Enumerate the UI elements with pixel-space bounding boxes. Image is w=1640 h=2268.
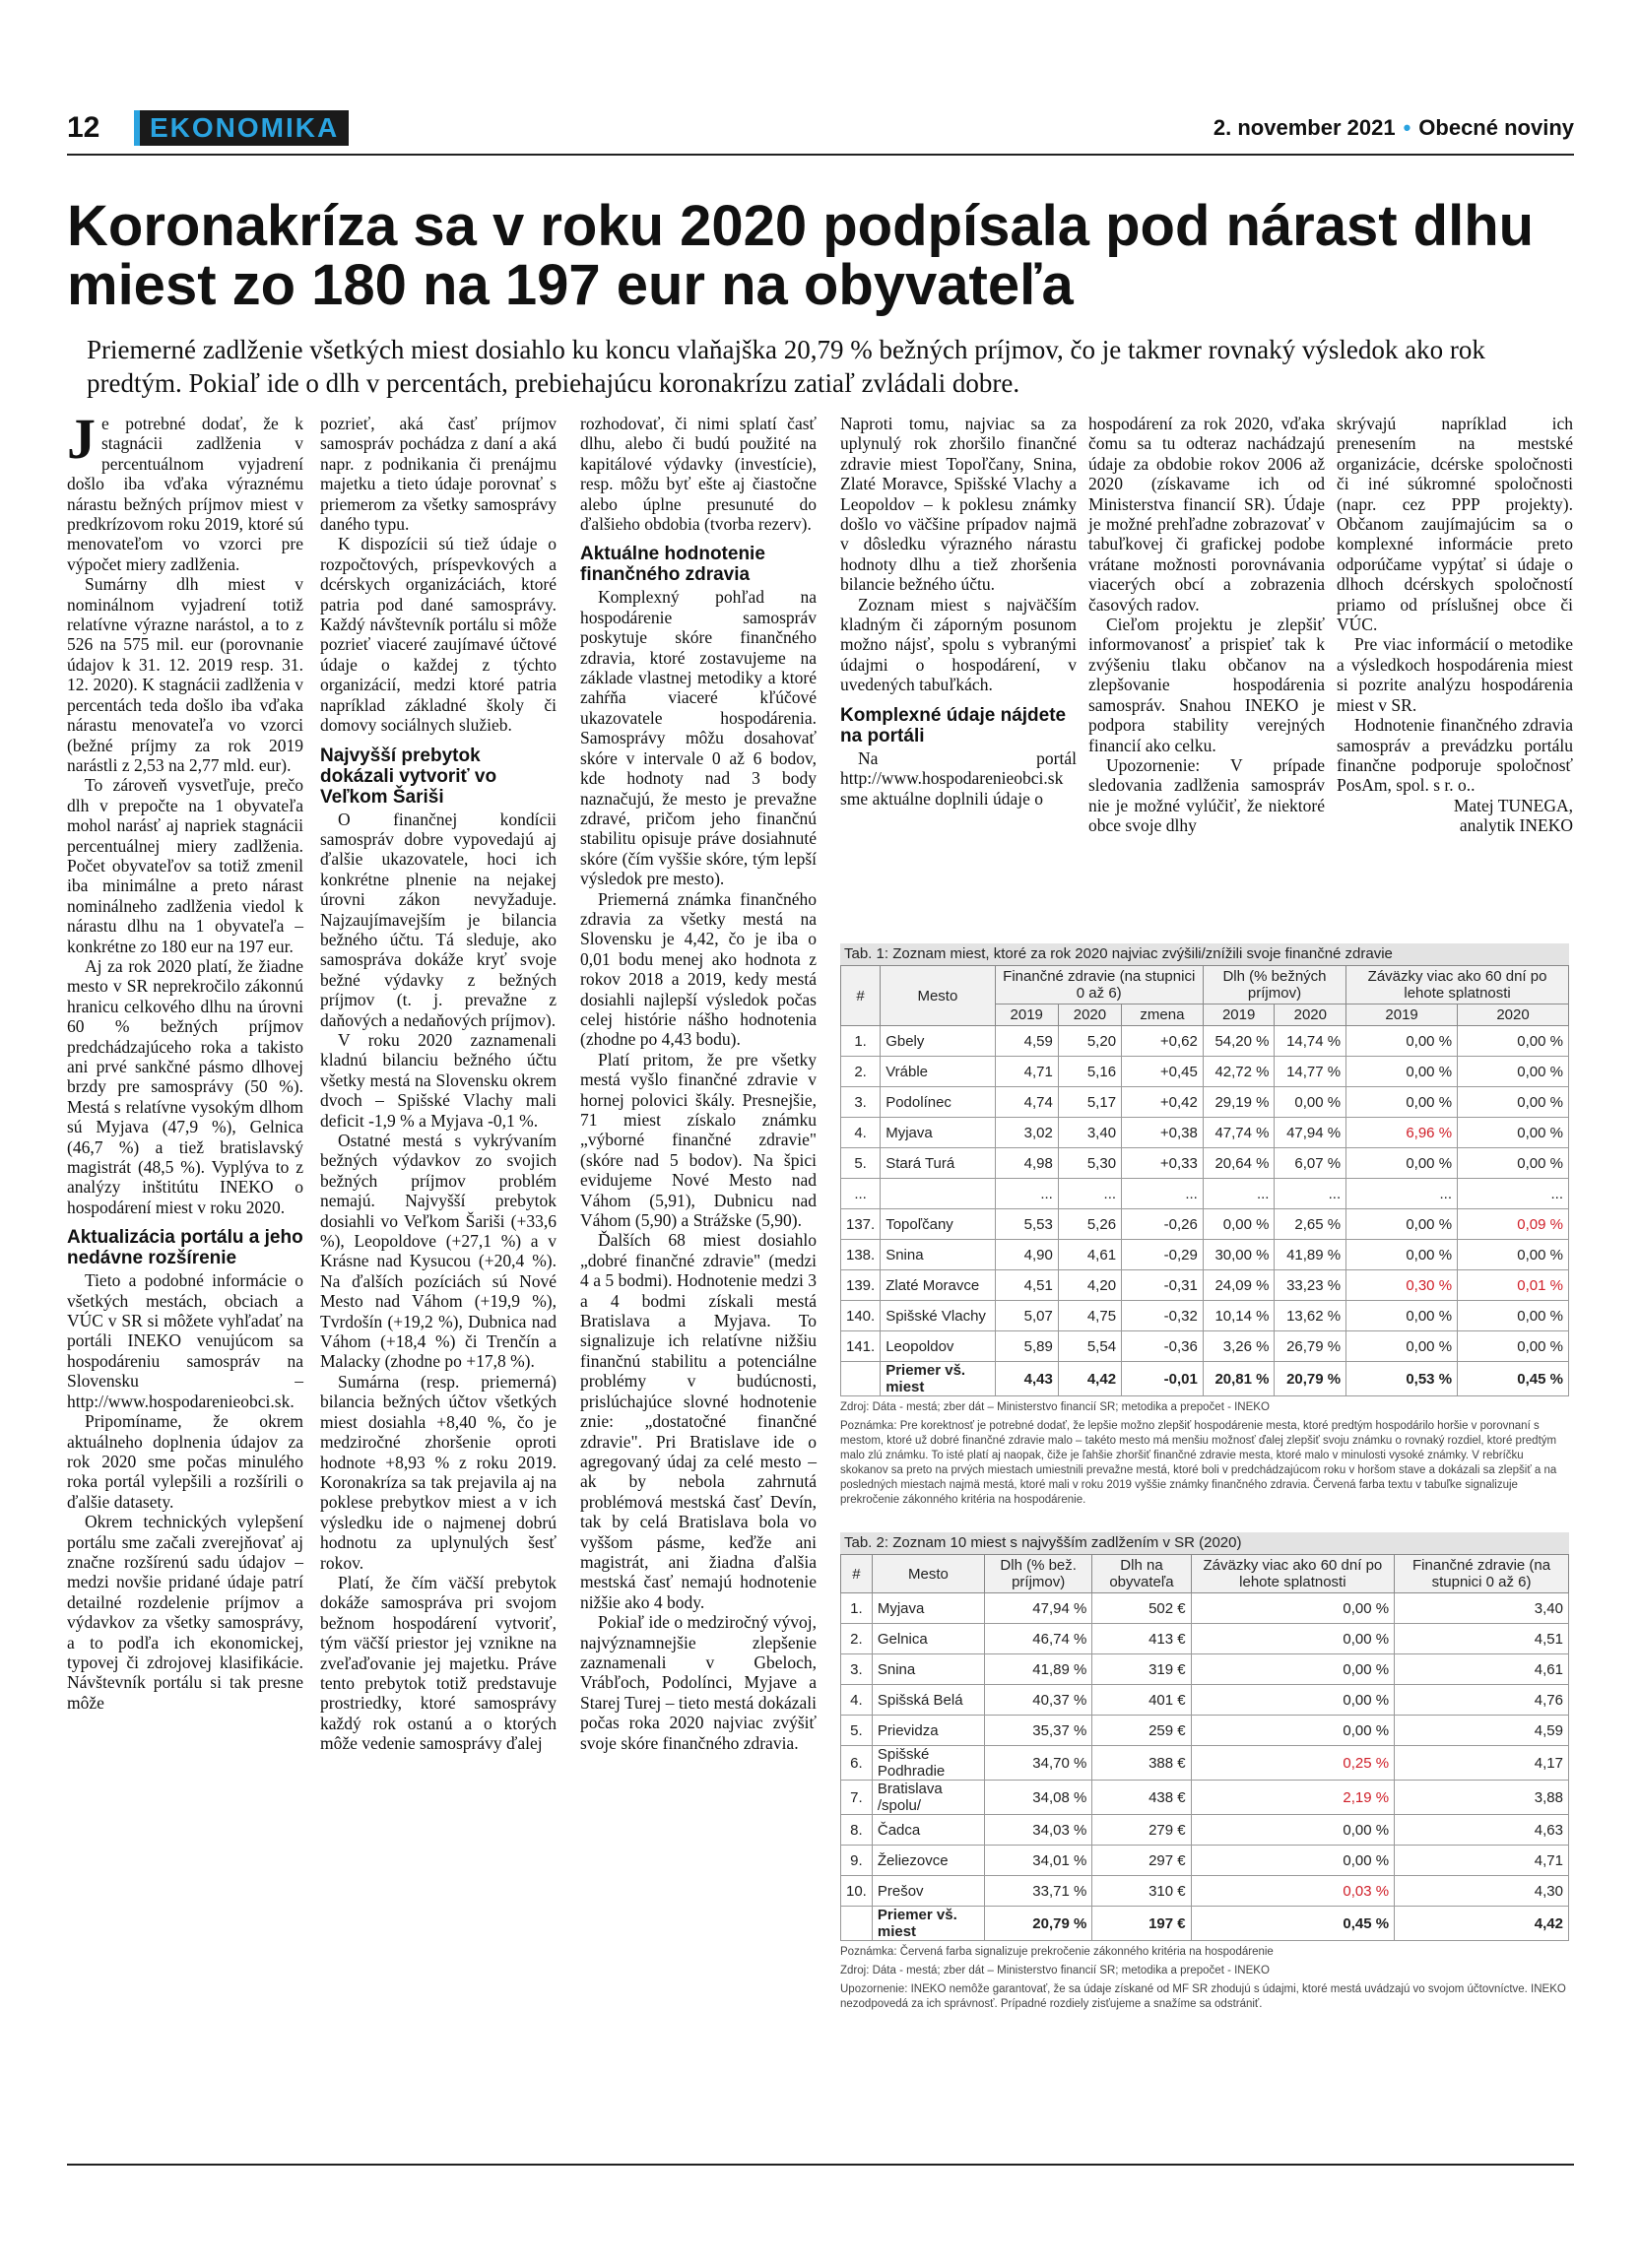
value-cell: 33,23 % [1275, 1270, 1346, 1301]
value-cell: 10,14 % [1203, 1301, 1275, 1331]
value-cell: 279 € [1092, 1815, 1191, 1846]
rank-cell: 3. [841, 1087, 881, 1118]
rank-cell: 5. [841, 1148, 881, 1179]
rank-cell: 4. [841, 1685, 873, 1716]
city-cell: Prievidza [872, 1716, 984, 1746]
value-cell: 20,79 % [985, 1907, 1092, 1941]
value-cell: 5,89 [995, 1331, 1058, 1362]
rank-cell: ... [841, 1179, 881, 1209]
value-cell: 413 € [1092, 1624, 1191, 1654]
value-cell: 0,00 % [1346, 1240, 1458, 1270]
table-2 [840, 1554, 1569, 1941]
value-cell: 0,00 % [1191, 1846, 1395, 1876]
value-cell: 6,96 % [1346, 1118, 1458, 1148]
value-cell: 34,08 % [985, 1781, 1092, 1815]
value-cell: 4,74 [995, 1087, 1058, 1118]
text-column-1 [67, 407, 303, 1713]
value-cell: +0,42 [1122, 1087, 1204, 1118]
value-cell: 5,54 [1058, 1331, 1121, 1362]
value-cell: 3,40 [1058, 1118, 1121, 1148]
city-cell: Želiezovce [872, 1846, 984, 1876]
table-row [841, 1331, 1569, 1362]
rank-cell: 137. [841, 1209, 881, 1240]
table-average-row [841, 1907, 1569, 1941]
table-row [841, 1057, 1569, 1087]
value-cell: 13,62 % [1275, 1301, 1346, 1331]
value-cell: 4,42 [1395, 1907, 1569, 1941]
rank-cell: 138. [841, 1240, 881, 1270]
value-cell: 4,61 [1395, 1654, 1569, 1685]
table-header-row [841, 1555, 1569, 1593]
paragraph: Komplexný pohľad na hospodárenie samospráv poskytuje skóre finančného zdravia, ktoré zostavujeme na základe vlastnej metodiky a ktoré zahŕňa viaceré kľúčové ukazovatele hospodárenia. Samosprávy môžu dosahovať skóre v intervale 0 až 6 bodov, kde hodnoty nad 3 body naznačujú, že mesto je prevažne zdravé, pričom jeho finančnú stabilitu opisuje práve dosiahnuté skóre (čím vyššie skóre, tým lepší výsledok pre mesto). [580, 587, 817, 889]
value-cell: 41,89 % [985, 1654, 1092, 1685]
value-cell: 0,00 % [1458, 1148, 1569, 1179]
subheading: Najvyšší prebytok dokázali vytvoriť vo Veľkom Šariši [320, 745, 497, 808]
value-cell: ... [1346, 1179, 1458, 1209]
value-cell: 4,30 [1395, 1876, 1569, 1907]
article-deck: Priemerné zadlženie všetkých miest dosiahlo ku koncu vlaňajška 20,79 % bežných príjmov, čo je takmer rovnaký výsledok ako rok predtým. Pokiaľ ide o dlh v percentách, prebiehajúcu koronakrízu zatiaľ zvládali dobre. [87, 335, 1485, 398]
value-cell: -0,26 [1122, 1209, 1204, 1240]
city-cell: Myjava [881, 1118, 995, 1148]
value-cell: 42,72 % [1203, 1057, 1275, 1087]
paragraph: Hodnotenie finančného zdravia samospráv a prevádzku portálu finančne podporuje spoločnosť PosAm, spol. s r. o.. [1337, 715, 1573, 796]
paragraph: Cieľom projektu je zlepšiť informovanosť a prispieť tak k zvýšeniu tlaku občanov na zlepšovanie hospodárenia samospráv. Snahou INEKO je podpora stability verejných financií ako celku. [1088, 615, 1325, 755]
value-cell: 35,37 % [985, 1716, 1092, 1746]
value-cell: 14,77 % [1275, 1057, 1346, 1087]
value-cell: 0,00 % [1191, 1716, 1395, 1746]
col-header-year: 2019 [1346, 1004, 1458, 1026]
paragraph: Pripomíname, že okrem aktuálneho doplnenia údajov za rok 2020 sme počas minulého roka portál vylepšili a rozšírili o ďalšie datasety. [67, 1411, 303, 1512]
value-cell: 54,20 % [1203, 1026, 1275, 1057]
city-cell: Snina [872, 1654, 984, 1685]
col-header-overdue: Záväzky viac ako 60 dní po lehote splatnosti [1191, 1555, 1395, 1593]
col-header-number: # [841, 966, 881, 1026]
value-cell: 4,51 [995, 1270, 1058, 1301]
value-cell: 20,64 % [1203, 1148, 1275, 1179]
value-cell: 0,45 % [1458, 1362, 1569, 1396]
value-cell: 33,71 % [985, 1876, 1092, 1907]
value-cell: 2,19 % [1191, 1781, 1395, 1815]
value-cell: 34,70 % [985, 1746, 1092, 1781]
value-cell: 4,90 [995, 1240, 1058, 1270]
value-cell: 5,30 [1058, 1148, 1121, 1179]
text-column-4 [840, 414, 1077, 809]
value-cell: +0,38 [1122, 1118, 1204, 1148]
rank-cell: 7. [841, 1781, 873, 1815]
subheading: Komplexné údaje nájdete na portáli [840, 704, 1067, 746]
city-cell: Čadca [872, 1815, 984, 1846]
value-cell: 46,74 % [985, 1624, 1092, 1654]
table-1-title: Tab. 1: Zoznam miest, ktoré za rok 2020 najviac zvýšili/znížili svoje finančné zdravie [840, 943, 1569, 965]
table-2-warning: Upozornenie: INEKO nemôže garantovať, že sa údaje získané od MF SR zhodujú s údajmi, ktoré mestá uvádzajú vo svojom účtovníctve. INEKO nezodpovedá za ich správnosť. Prípadné rozdiely zisťujeme a snažíme sa odstrániť. [840, 1983, 1566, 2010]
rank-cell [841, 1907, 873, 1941]
paragraph: Pokiaľ ide o medziročný vývoj, najvýznamnejšie zlepšenie zaznamenali v Gbeloch, Vrábľoch, Podolínci, Myjave a Starej Turej – tieto mestá dokázali počas roka 2020 najviac zvýšiť svoje skóre finančného zdravia. [580, 1612, 817, 1753]
city-cell: Gelnica [872, 1624, 984, 1654]
footer-rule [67, 2164, 1574, 2166]
value-cell: ... [1458, 1179, 1569, 1209]
value-cell: 6,07 % [1275, 1148, 1346, 1179]
value-cell: 4,71 [1395, 1846, 1569, 1876]
value-cell: 297 € [1092, 1846, 1191, 1876]
value-cell: 0,00 % [1346, 1057, 1458, 1087]
value-cell: 0,25 % [1191, 1746, 1395, 1781]
paragraph: K dispozícii sú tiež údaje o rozpočtových, príspevkových a dcérskych organizáciách, ktoré patria pod dané samosprávy. Každý návštevník portálu si môže pozrieť viaceré zaujímavé účtové údaje o každej z týchto organizácií, medzi ktoré patria napríklad základné školy či domovy sociálnych služieb. [320, 534, 557, 736]
table-row [841, 1148, 1569, 1179]
value-cell: ... [1058, 1179, 1121, 1209]
value-cell: 0,01 % [1458, 1270, 1569, 1301]
value-cell: 41,89 % [1275, 1240, 1346, 1270]
value-cell: 0,53 % [1346, 1362, 1458, 1396]
table-row [841, 1685, 1569, 1716]
rank-cell: 4. [841, 1118, 881, 1148]
value-cell: 0,00 % [1191, 1654, 1395, 1685]
city-cell: Priemer vš. miest [872, 1907, 984, 1941]
publication-name: Obecné noviny [1418, 115, 1574, 140]
paragraph: O finančnej kondícii samospráv dobre vypovedajú aj ďalšie ukazovatele, hoci ich konkrétne plnenie na nejakej úrovni zákon nevyžaduje. Najzaujímavejším je bilancia bežného účtu. Tá sleduje, ako samospráva dokáže kryť svoje bežné výdavky z bežných príjmov (t. j. prevažne z daňových a nedaňových príjmov). [320, 809, 557, 1030]
col-header-change: zmena [1122, 1004, 1204, 1026]
rank-cell: 141. [841, 1331, 881, 1362]
col-header-debt-per-capita: Dlh na obyvateľa [1092, 1555, 1191, 1593]
page-number: 12 [67, 111, 100, 144]
col-header-city: Mesto [872, 1555, 984, 1593]
rank-cell: 10. [841, 1876, 873, 1907]
table-2-note: Poznámka: Červená farba signalizuje prekročenie zákonného kritéria na hospodárenie [840, 1946, 1274, 1958]
table-row [841, 1593, 1569, 1624]
value-cell: 5,20 [1058, 1026, 1121, 1057]
col-header-debt: Dlh (% bežných príjmov) [1203, 966, 1345, 1004]
value-cell: 0,00 % [1458, 1240, 1569, 1270]
city-cell [881, 1179, 995, 1209]
city-cell: Topoľčany [881, 1209, 995, 1240]
value-cell: 0,09 % [1458, 1209, 1569, 1240]
value-cell: 4,59 [1395, 1716, 1569, 1746]
separator-dot: • [1403, 115, 1411, 140]
rank-cell: 1. [841, 1593, 873, 1624]
value-cell: 4,63 [1395, 1815, 1569, 1846]
value-cell: 3,88 [1395, 1781, 1569, 1815]
paragraph: Sumárna (resp. priemerná) bilancia bežných účtov všetkých miest dosiahla +8,40 %, čo je medziročné zhoršenie oproti hodnote +8,93 % z roku 2019. Koronakríza sa tak prejavila aj na poklese prebytkov miest a v ich výsledku ide o najmenej dobrú hodnotu za uplynulých šesť rokov. [320, 1371, 557, 1573]
value-cell: ... [1203, 1179, 1275, 1209]
city-cell: Myjava [872, 1593, 984, 1624]
table-row [841, 1240, 1569, 1270]
value-cell: 26,79 % [1275, 1331, 1346, 1362]
rank-cell: 139. [841, 1270, 881, 1301]
value-cell: +0,33 [1122, 1148, 1204, 1179]
paragraph-text: e potrebné dodať, že k stagnácii zadlženia v percentuálnom vyjadrení došlo iba vďaka výraznému nárastu bežných príjmov miest v predkrízovom roku 2019, ktoré sú menovateľom vo vzorci pre výpočet miery zadlženia. [67, 414, 303, 574]
value-cell: -0,36 [1122, 1331, 1204, 1362]
table-row [841, 1781, 1569, 1815]
paragraph: To zároveň vysvetľuje, prečo dlh v prepočte na 1 obyvateľa mohol narásť aj napriek stagnácii percentuálnej miery zadlženia. Počet obyvateľov sa totiž zmenil iba minimálne a preto nárast nominálneho zadlženia viedol k nárastu dlhu na 1 obyvateľa – konkrétne zo 180 eur na 197 eur. [67, 775, 303, 956]
value-cell: 4,20 [1058, 1270, 1121, 1301]
value-cell: ... [1122, 1179, 1204, 1209]
author-name: Matej TUNEGA, [1453, 795, 1573, 815]
table-2-body [841, 1593, 1569, 1941]
table-average-row [841, 1362, 1569, 1396]
value-cell: 388 € [1092, 1746, 1191, 1781]
table-row [841, 1026, 1569, 1057]
value-cell: 5,53 [995, 1209, 1058, 1240]
value-cell: 0,00 % [1191, 1593, 1395, 1624]
value-cell: 4,71 [995, 1057, 1058, 1087]
table-row [841, 1087, 1569, 1118]
col-header-year: 2019 [995, 1004, 1058, 1026]
col-header-year: 2020 [1275, 1004, 1346, 1026]
paragraph: rozhodovať, či nimi splatí časť dlhu, alebo či budú použité na kapitálové výdavky (investície), resp. môžu byť ešte aj čiastočne alebo úplne presunuté do ďalšieho obdobia (tvorba rezerv). [580, 414, 817, 535]
table-1-note: Poznámka: Pre korektnosť je potrebné dodať, že lepšie možno zlepšiť hospodárenie mesta, ktoré predtým hospodárilo horšie v porovnaní s mestom, ktoré už dobré finančné zdravie malo – takéto mesto má menšiu možnosť ďalej zlepšiť svoju známku o rovnaký rozdiel, ktoré predtým malo zlú známku. To isté platí aj naopak, čiže je ľahšie zhoršiť finančné zdravie mesta, ktoré malo v minulosti vysoké známky. V rebríčku skokanov sa preto na prvých miestach umiestnili prevažne mestá, ktoré boli v predchádzajúcom roku v horšom stave a dokázali sa zlepšiť a na posledných miestach najmä mestá, ktoré mali v roku 2019 vyššie známky finančného zdravia. Červená farba textu v tabuľke signalizuje prekročenie zákonného kritéria na hospodárenie. [840, 1420, 1557, 1506]
col-header-city: Mesto [881, 966, 995, 1026]
city-cell: Stará Turá [881, 1148, 995, 1179]
value-cell: 502 € [1092, 1593, 1191, 1624]
table-row [841, 1301, 1569, 1331]
value-cell: 20,81 % [1203, 1362, 1275, 1396]
value-cell: 4,43 [995, 1362, 1058, 1396]
text-column-3 [580, 414, 817, 1753]
table-row [841, 1716, 1569, 1746]
rank-cell [841, 1362, 881, 1396]
article-headline: Koronakríza sa v roku 2020 podpísala pod nárast dlhu miest zo 180 na 197 eur na obyvateľa [67, 194, 1535, 317]
lead-paragraph [67, 407, 303, 574]
value-cell: 438 € [1092, 1781, 1191, 1815]
value-cell: 4,59 [995, 1026, 1058, 1057]
paragraph: Tieto a podobné informácie o všetkých mestách, obciach a VÚC v SR si môžete vyhľadať na portáli INEKO venujúcom sa hospodáreniu samospráv na Slovensku – http://www.hospodarenieobci.sk. [67, 1270, 303, 1411]
paragraph: Ďalších 68 miest dosiahlo „dobré finančné zdravie" (medzi 4 a 5 bodmi). Hodnotenie medzi 3 a 4 bodmi získali mestá Bratislava a Myjava. To signalizuje ich relatívne nižšiu finančnú stabilitu a potenciálne problémy v budúcnosti, prislúchajúce slovné hodnotenie znie: „dostatočné finančné zdravie". Pri Bratislave ide o agregovaný údaj za celé mesto – ak by nebola zahrnutá problémová mestská časť Devín, tak by celá Bratislava bola vo vyššom pásme, keďže ani magistrát, ani žiadna ďalšia mestská časť nemajú hodnotenie nižšie ako 4 body. [580, 1230, 817, 1612]
value-cell: 310 € [1092, 1876, 1191, 1907]
value-cell: 47,74 % [1203, 1118, 1275, 1148]
table-row [841, 1179, 1569, 1209]
value-cell: 4,51 [1395, 1624, 1569, 1654]
city-cell: Zlaté Moravce [881, 1270, 995, 1301]
table-1-body [841, 1026, 1569, 1396]
text-column-2 [320, 414, 557, 1754]
col-header-year: 2020 [1458, 1004, 1569, 1026]
value-cell: 4,75 [1058, 1301, 1121, 1331]
value-cell: 5,17 [1058, 1087, 1121, 1118]
table-row [841, 1654, 1569, 1685]
col-header-overdue: Záväzky viac ako 60 dní po lehote splatnosti [1346, 966, 1569, 1004]
rank-cell: 2. [841, 1057, 881, 1087]
value-cell: 0,45 % [1191, 1907, 1395, 1941]
table-row [841, 1118, 1569, 1148]
author-role: analytik INEKO [1459, 815, 1573, 836]
table-row [841, 1746, 1569, 1781]
table-header-row [841, 966, 1569, 1004]
paragraph: Pre viac informácií o metodike a výsledkoch hospodárenia miest si pozrite analýzu hospodárenia miest v SR. [1337, 634, 1573, 715]
value-cell: 47,94 % [1275, 1118, 1346, 1148]
paragraph: skrývajú napríklad ich prenesením na mestské organizácie, dcérske spoločnosti či iné súkromné spoločnosti (napr. cez PPP projekty). Občanom zaujímajúcim sa o komplexné informácie preto odporúčame vypýtať si údaje o dlhoch dcérskych spoločností priamo od príslušnej obce či VÚC. [1337, 414, 1573, 635]
col-header-year: 2019 [1203, 1004, 1275, 1026]
col-header-financial-health: Finančné zdravie (na stupnici 0 až 6) [995, 966, 1203, 1004]
city-cell: Gbely [881, 1026, 995, 1057]
value-cell: -0,32 [1122, 1301, 1204, 1331]
city-cell: Bratislava /spolu/ [872, 1781, 984, 1815]
rank-cell: 6. [841, 1746, 873, 1781]
rank-cell: 3. [841, 1654, 873, 1685]
city-cell: Spišské Podhradie [872, 1746, 984, 1781]
value-cell: 0,00 % [1458, 1301, 1569, 1331]
value-cell: 0,00 % [1346, 1026, 1458, 1057]
value-cell: 40,37 % [985, 1685, 1092, 1716]
col-header-financial-health: Finančné zdravie (na stupnici 0 až 6) [1395, 1555, 1569, 1593]
value-cell: -0,29 [1122, 1240, 1204, 1270]
value-cell: 30,00 % [1203, 1240, 1275, 1270]
value-cell: 4,61 [1058, 1240, 1121, 1270]
value-cell: 259 € [1092, 1716, 1191, 1746]
table-row [841, 1624, 1569, 1654]
value-cell: 3,26 % [1203, 1331, 1275, 1362]
rank-cell: 9. [841, 1846, 873, 1876]
value-cell: ... [995, 1179, 1058, 1209]
rank-cell: 1. [841, 1026, 881, 1057]
table-row [841, 1270, 1569, 1301]
city-cell: Leopoldov [881, 1331, 995, 1362]
table-1-source: Zdroj: Dáta - mestá; zber dát – Ministerstvo financií SR; metodika a prepočet - INEKO [840, 1401, 1270, 1413]
value-cell: 0,00 % [1191, 1685, 1395, 1716]
table-row [841, 1209, 1569, 1240]
paragraph: Ostatné mestá s vykrývaním bežných výdavkov zo svojich bežných príjmov problém nemajú. Najvyšší prebytok dosiahli vo Veľkom Šariši (+33,6 %), Leopoldove (+27,1 %) a v Krásne nad Kysucou (+20,4 %). Na ďalších pozíciách sú Nové Mesto nad Váhom (+19,9 %), Tvrdošín (+19,2 %), Dubnica nad Váhom (+18,4 %) či Trenčín a Malacky (zhodne po +17,8 %). [320, 1131, 557, 1372]
value-cell: 0,00 % [1458, 1087, 1569, 1118]
paragraph: pozrieť, aká časť príjmov samospráv pochádza z daní a aká napr. z podnikania či prenájmu majetku a tieto údaje porovnať s priemerom za všetky samosprávy daného typu. [320, 414, 557, 535]
paragraph: hospodárení za rok 2020, vďaka čomu sa tu odteraz nachádzajú údaje za obdobie rokov 2006 až 2020 (získavame ich od Ministerstva financií SR). Údaje je možné prehľadne zobrazovať v tabuľkovej či grafickej podobe vrátane možnosti porovnávania viacerých obcí a zobrazenia časových radov. [1088, 414, 1325, 615]
paragraph: Platí, že čím väčší prebytok dokáže samospráva pri svojom bežnom hospodárení vytvoriť, tým väčší priestor jej vznikne na zveľaďovanie jej majetku. Práve tento prebytok totiž predstavuje prostriedky, ktoré samosprávy každý rok ostanú a o ktorých môže vedenie samosprávy ďalej [320, 1572, 557, 1754]
rank-cell: 2. [841, 1624, 873, 1654]
value-cell: 14,74 % [1275, 1026, 1346, 1057]
value-cell: 20,79 % [1275, 1362, 1346, 1396]
paragraph: Na portál http://www.hospodarenieobci.sk sme aktuálne doplnili údaje o [840, 747, 1077, 809]
value-cell: -0,31 [1122, 1270, 1204, 1301]
col-header-number: # [841, 1555, 873, 1593]
paragraph: Priemerná známka finančného zdravia za všetky mestá na Slovensku je 4,42, čo je iba o 0,01 bodu menej ako hodnota z rokov 2018 a 2019, kedy mestá dosiahli najlepší výsledok počas celej histórie nášho hodnotenia (zhodne po 4,43 bodu). [580, 888, 817, 1050]
city-cell: Spišská Belá [872, 1685, 984, 1716]
value-cell: 29,19 % [1203, 1087, 1275, 1118]
value-cell: 0,00 % [1458, 1026, 1569, 1057]
page-header [67, 110, 1574, 146]
value-cell: 5,16 [1058, 1057, 1121, 1087]
value-cell: 319 € [1092, 1654, 1191, 1685]
value-cell: 0,00 % [1275, 1087, 1346, 1118]
value-cell: 0,00 % [1191, 1815, 1395, 1846]
value-cell: 2,65 % [1275, 1209, 1346, 1240]
value-cell: 3,02 [995, 1118, 1058, 1148]
city-cell: Vráble [881, 1057, 995, 1087]
value-cell: 4,42 [1058, 1362, 1121, 1396]
paragraph: Okrem technických vylepšení portálu sme začali zverejňovať aj značne rozšírenú sadu údajov – medzi novšie pridané údaje patrí detailné rozdelenie príjmov a výdavkov za všetky samosprávy, a to podľa ich ekonomickej, typovej či zdrojovej klasifikácie. Návštevník portálu si tak presne môže [67, 1512, 303, 1713]
subheading: Aktualizácia portálu a jeho nedávne rozšírenie [67, 1227, 303, 1269]
paragraph: Platí pritom, že pre všetky mestá vyšlo finančné zdravie v hornej polovici škály. Presnejšie, 71 miest získalo známku „výborné finančné zdravie" (skóre nad 5 bodov). Na špici evidujeme Nové Mesto nad Váhom (5,91), Dubnicu nad Váhom (5,90) a Strážske (5,90). [580, 1049, 817, 1231]
col-header-year: 2020 [1058, 1004, 1121, 1026]
paragraph: Zoznam miest s najväčším kladným či záporným posunom možno nájsť, spolu s vybranými údajmi o hospodárení, v uvedených tabuľkách. [840, 594, 1077, 695]
city-cell: Priemer vš. miest [881, 1362, 995, 1396]
value-cell: +0,62 [1122, 1026, 1204, 1057]
section-tag: EKONOMIKA [134, 110, 349, 146]
paragraph: Naproti tomu, najviac sa za uplynulý rok zhoršilo finančné zdravie miest Topoľčany, Snina, Zlaté Moravce, Spišské Vlachy a Leopoldov – k poklesu známky došlo vo väčšine prípadov najmä v dôsledku výrazného nárastu hodnoty dlhu a tiež zhoršenia bilancie bežného účtu. [840, 414, 1077, 595]
value-cell: +0,45 [1122, 1057, 1204, 1087]
value-cell: -0,01 [1122, 1362, 1204, 1396]
value-cell: 0,00 % [1458, 1331, 1569, 1362]
drop-cap: J [67, 407, 96, 471]
value-cell: 0,03 % [1191, 1876, 1395, 1907]
value-cell: 0,00 % [1191, 1624, 1395, 1654]
value-cell: 0,00 % [1346, 1087, 1458, 1118]
value-cell: 24,09 % [1203, 1270, 1275, 1301]
paragraph: Sumárny dlh miest v nominálnom vyjadrení totiž relatívne výrazne narástol, a to z 526 na 575 mil. eur (porovnanie údajov k 31. 12. 2019 resp. 31. 12. 2020). K stagnácii zadlženia v percentách teda došlo iba vďaka nárastu menovateľa vo vzorci (bežné príjmy za rok 2019 narástli z 2,53 na 2,77 mld. eur). [67, 574, 303, 775]
value-cell: ... [1275, 1179, 1346, 1209]
city-cell: Prešov [872, 1876, 984, 1907]
table-1-block [840, 943, 1569, 1508]
table-row [841, 1876, 1569, 1907]
value-cell: 5,26 [1058, 1209, 1121, 1240]
value-cell: 0,00 % [1346, 1331, 1458, 1362]
table-2-block [840, 1532, 1569, 2012]
table-row [841, 1846, 1569, 1876]
rank-cell: 140. [841, 1301, 881, 1331]
city-cell: Spišské Vlachy [881, 1301, 995, 1331]
table-2-source: Zdroj: Dáta - mestá; zber dát – Ministerstvo financií SR; metodika a prepočet - INEKO [840, 1965, 1270, 1976]
table-1 [840, 965, 1569, 1396]
text-column-5 [1088, 414, 1325, 836]
value-cell: 34,01 % [985, 1846, 1092, 1876]
value-cell: 401 € [1092, 1685, 1191, 1716]
text-column-6 [1337, 414, 1573, 836]
value-cell: 5,07 [995, 1301, 1058, 1331]
subheading: Aktuálne hodnotenie finančného zdravia [580, 544, 765, 586]
value-cell: 34,03 % [985, 1815, 1092, 1846]
paragraph: V roku 2020 zaznamenali kladnú bilanciu bežného účtu všetky mestá na Slovensku okrem dvoch – Spišské Vlachy mali deficit -1,9 % a Myjava -0,1 %. [320, 1029, 557, 1131]
paragraph: Upozornenie: V prípade sledovania zadlženia samospráv nie je možné vylúčiť, že niektoré obce svoje dlhy [1088, 754, 1325, 836]
value-cell: 4,17 [1395, 1746, 1569, 1781]
value-cell: 0,00 % [1346, 1301, 1458, 1331]
issue-date: 2. november 2021 [1213, 115, 1396, 140]
value-cell: 0,00 % [1203, 1209, 1275, 1240]
city-cell: Podolínec [881, 1087, 995, 1118]
col-header-debt-percent: Dlh (% bež. príjmov) [985, 1555, 1092, 1593]
value-cell: 0,00 % [1458, 1118, 1569, 1148]
value-cell: 0,30 % [1346, 1270, 1458, 1301]
table-2-title: Tab. 2: Zoznam 10 miest s najvyšším zadlžením v SR (2020) [840, 1532, 1569, 1554]
header-rule [67, 154, 1574, 156]
value-cell: 3,40 [1395, 1593, 1569, 1624]
value-cell: 0,00 % [1346, 1209, 1458, 1240]
city-cell: Snina [881, 1240, 995, 1270]
issue-info [1214, 110, 1574, 146]
value-cell: 0,00 % [1346, 1148, 1458, 1179]
value-cell: 197 € [1092, 1907, 1191, 1941]
rank-cell: 5. [841, 1716, 873, 1746]
table-row [841, 1815, 1569, 1846]
value-cell: 0,00 % [1458, 1057, 1569, 1087]
rank-cell: 8. [841, 1815, 873, 1846]
paragraph: Aj za rok 2020 platí, že žiadne mesto v SR neprekročilo zákonnú hranicu celkového dlhu na úrovni 60 % bežných príjmov predchádzajúceho roka a takisto ani prvé sankčné pásmo dlhovej brzdy pre samosprávy (50 %). Mestá s relatívne vysokým dlhom sú Myjava (47,9 %), Gelnica (46,7 %) a tiež bratislavský magistrát (48,5 %). Vyplýva to z analýzy inštitútu INEKO o hospodárení miest v roku 2020. [67, 955, 303, 1217]
value-cell: 47,94 % [985, 1593, 1092, 1624]
value-cell: 4,98 [995, 1148, 1058, 1179]
value-cell: 4,76 [1395, 1685, 1569, 1716]
